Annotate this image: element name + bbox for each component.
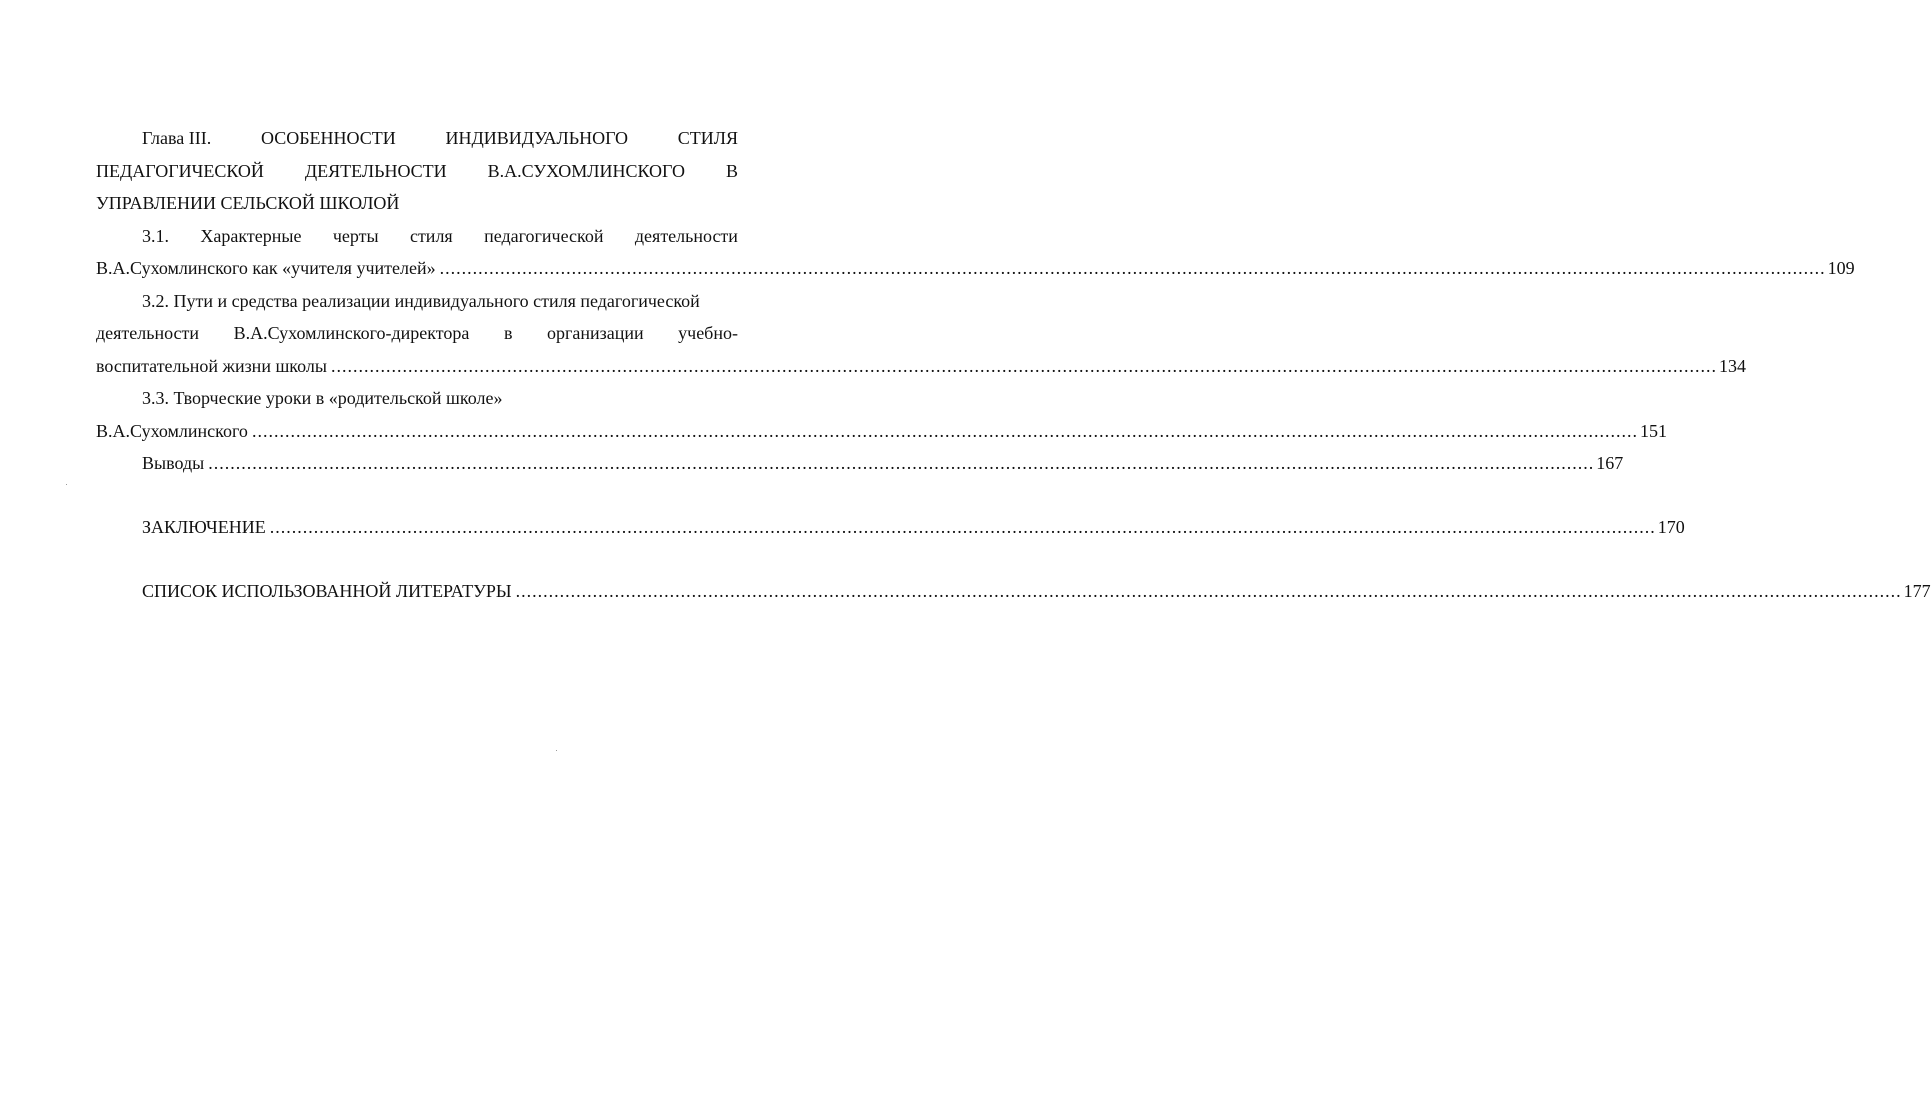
conclusions-page-number: 167 <box>1596 453 1624 473</box>
conclusion-chapter-title: ЗАКЛЮЧЕНИЕ <box>142 517 266 537</box>
section-3-1-word: 3.1. <box>142 226 169 246</box>
chapter-3-label: Глава III. <box>142 128 212 148</box>
conclusions-title: Выводы <box>142 453 205 473</box>
chapter-3-title-line-1 <box>96 125 738 151</box>
section-3-2-line-2 <box>96 320 738 346</box>
section-3-3-page-number: 151 <box>1639 421 1667 441</box>
dot-leader: ............................................................................................................................................................................................................................................................ <box>251 421 1638 441</box>
scan-speck <box>66 484 67 485</box>
conclusion-chapter-entry[interactable] <box>142 514 1685 540</box>
section-3-2-title: воспитательной жизни школы <box>96 356 327 376</box>
section-3-3-line-1: 3.3. Творческие уроки в «родительской школе» <box>142 388 503 408</box>
section-3-2-word: В.А.Сухомлинского-директора <box>233 323 470 343</box>
chapter-3-word: ПЕДАГОГИЧЕСКОЙ <box>96 161 264 181</box>
section-3-2-line-1: 3.2. Пути и средства реализации индивидуального стиля педагогической <box>142 291 700 311</box>
chapter-3-word: ОСОБЕННОСТИ <box>260 128 396 148</box>
section-3-1-word: педагогической <box>484 226 604 246</box>
chapter-3-title-line-2 <box>96 158 738 184</box>
bibliography-page-number: 177 <box>1903 581 1931 601</box>
section-3-2-word: в <box>503 323 513 343</box>
section-3-1-line-1 <box>142 223 738 249</box>
section-3-1-word: стиля <box>409 226 453 246</box>
section-3-2-word: организации <box>546 323 644 343</box>
section-3-2-page-number: 134 <box>1718 356 1746 376</box>
scan-speck <box>556 750 557 751</box>
conclusion-chapter-page-number: 170 <box>1657 517 1685 537</box>
dot-leader: ............................................................................................................................................................................................................................................................ <box>515 581 1902 601</box>
chapter-3-word: ДЕЯТЕЛЬНОСТИ <box>304 161 447 181</box>
section-3-1-page-number: 109 <box>1827 258 1855 278</box>
section-3-3-title: В.А.Сухомлинского <box>96 421 248 441</box>
dot-leader: ............................................................................................................................................................................................................................................................ <box>439 258 1826 278</box>
bibliography-entry[interactable] <box>142 578 1931 604</box>
section-3-1-word: черты <box>332 226 379 246</box>
section-3-1-word: деятельности <box>634 226 738 246</box>
dot-leader: ............................................................................................................................................................................................................................................................ <box>269 517 1656 537</box>
section-3-2-word: учебно- <box>678 323 738 343</box>
chapter-3-title-line-3: УПРАВЛЕНИИ СЕЛЬСКОЙ ШКОЛОЙ <box>96 193 400 213</box>
section-3-2-entry[interactable] <box>96 353 1746 379</box>
chapter-3-word: В <box>725 161 738 181</box>
chapter-3-word: СТИЛЯ <box>677 128 738 148</box>
section-3-1-entry[interactable] <box>96 255 1855 281</box>
bibliography-title: СПИСОК ИСПОЛЬЗОВАННОЙ ЛИТЕРАТУРЫ <box>142 581 512 601</box>
conclusions-entry[interactable] <box>142 450 1624 476</box>
section-3-2-word: деятельности <box>96 323 200 343</box>
section-3-1-title: В.А.Сухомлинского как «учителя учителей» <box>96 258 436 278</box>
dot-leader: ............................................................................................................................................................................................................................................................ <box>330 356 1717 376</box>
section-3-1-word: Характерные <box>200 226 302 246</box>
chapter-3-word: В.А.СУХОМЛИНСКОГО <box>487 161 685 181</box>
chapter-3-word: ИНДИВИДУАЛЬНОГО <box>445 128 629 148</box>
section-3-3-entry[interactable] <box>96 418 1667 444</box>
dot-leader: ............................................................................................................................................................................................................................................................ <box>208 453 1595 473</box>
